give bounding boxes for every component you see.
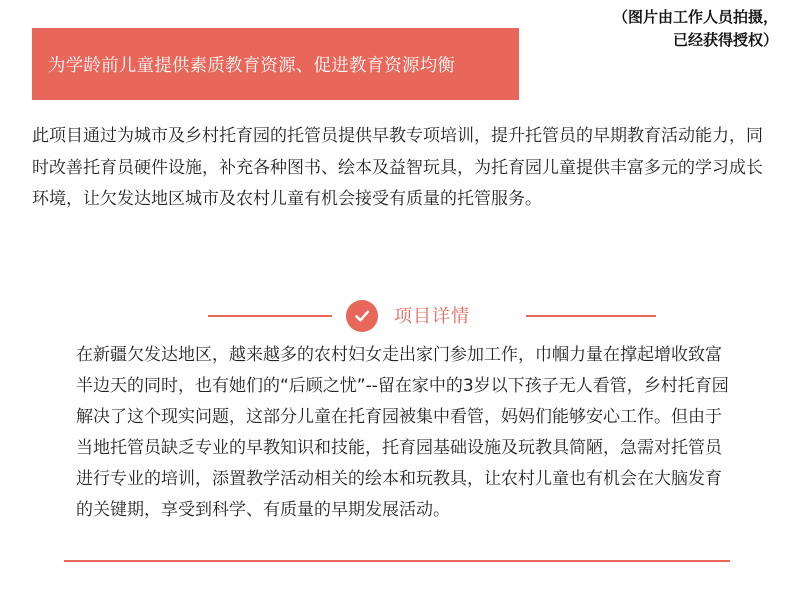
photo-credit bbox=[528, 6, 778, 52]
details-paragraph: 在新疆欠发达地区，越来越多的农村妇女走出家门参加工作，巾帼力量在撑起增收致富半边天的同时，也有她们的“后顾之忧”--留在家中的3岁以下孩子无人看管，乡村托育园解决了这个现实问题，这部分儿童在托育园被集中看管，妈妈们能够安心工作。但由于当地托管员缺乏专业的早教知识和技能，托育园基础设施及玩教具简陋，急需对托管员进行专业的培训，添置教学活动相关的绘本和玩教具，让农村儿童也有机会在大脑发育的关键期，享受到科学、有质量的早期发展活动。 bbox=[76, 345, 729, 520]
check-icon bbox=[346, 300, 378, 332]
banner bbox=[32, 28, 519, 100]
banner-title: 为学龄前儿童提供素质教育资源、促进教育资源均衡 bbox=[48, 55, 456, 76]
photo-credit-line-1: （图片由工作人员拍摄， bbox=[612, 8, 778, 26]
section-title: 项目详情 bbox=[394, 306, 470, 327]
intro-paragraph: 此项目通过为城市及乡村托育园的托管员提供早教专项培训，提升托管员的早期教育活动能力，同时改善托育员硬件设施，补充各种图书、绘本及益智玩具，为托育园儿童提供丰富多元的学习成长环境，让欠发达地区城市及农村儿童有机会接受有质量的托管服务。 bbox=[32, 126, 763, 209]
section-header bbox=[208, 296, 656, 336]
bottom-divider bbox=[64, 560, 730, 562]
divider-line-left bbox=[208, 315, 332, 317]
photo-credit-line-2: 已经获得授权） bbox=[672, 31, 778, 49]
divider-line-right bbox=[526, 315, 656, 317]
